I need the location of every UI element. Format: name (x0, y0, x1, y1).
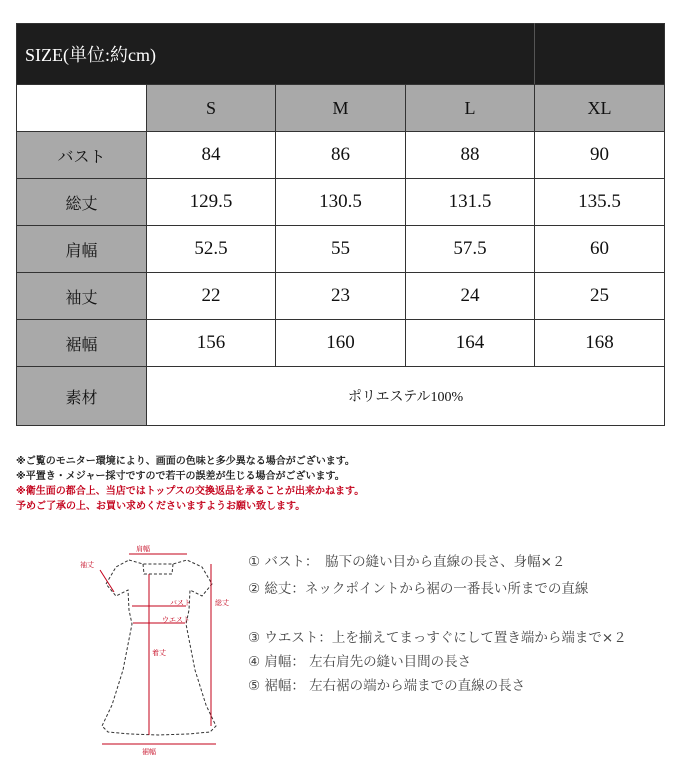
cell-value: 156 (147, 320, 276, 367)
cell-value: 57.5 (406, 226, 535, 273)
cell-value: 24 (406, 273, 535, 320)
table-row (17, 226, 665, 273)
legend-item: ④ 肩幅： 左右肩先の縫い目間の長さ (248, 654, 472, 670)
row-label: バスト (17, 132, 147, 179)
cell-value: 23 (276, 273, 406, 320)
cell-value: 22 (147, 273, 276, 320)
legend-item: ② 総丈：ネックポイントから裾の一番長い所までの直線 (248, 581, 589, 597)
size-header: XL (535, 85, 665, 132)
cell-value: 90 (535, 132, 665, 179)
warning-line: ※衛生面の都合上、当店ではトップスの交換返品を承ることが出来かねます。 (16, 486, 365, 497)
cell-value: 129.5 (147, 179, 276, 226)
cell-value: 160 (276, 320, 406, 367)
cell-value: 130.5 (276, 179, 406, 226)
cell-value: 84 (147, 132, 276, 179)
waist-label: ウエスト (162, 616, 190, 624)
table-row (17, 320, 665, 367)
hem-label: 裾幅 (142, 748, 156, 756)
table-title: SIZE(単位:約cm) (17, 24, 535, 85)
row-label: 総丈 (17, 179, 147, 226)
cell-value: 86 (276, 132, 406, 179)
neckline (143, 564, 173, 574)
cell-value: 55 (276, 226, 406, 273)
legend-item: ⑤ 裾幅： 左右裾の端から端までの直線の長さ (248, 678, 526, 694)
note-line: ※ご覧のモニター環境により、画面の色味と多少異なる場合がございます。 (16, 456, 355, 467)
legend-item: ① バスト： 脇下の縫い目から直線の長さ、身幅×２ (248, 554, 566, 570)
table-row (17, 273, 665, 320)
row-label: 肩幅 (17, 226, 147, 273)
size-header: S (147, 85, 276, 132)
cell-value: 135.5 (535, 179, 665, 226)
row-label: 裾幅 (17, 320, 147, 367)
material-label: 素材 (17, 367, 147, 426)
cell-value: 25 (535, 273, 665, 320)
material-value: ポリエステル100% (147, 367, 665, 426)
size-header: L (406, 85, 535, 132)
cell-value: 88 (406, 132, 535, 179)
center-length-label: 着丈 (152, 649, 166, 657)
material-row (17, 367, 665, 426)
shoulder-label: 肩幅 (136, 545, 150, 553)
cell-value: 164 (406, 320, 535, 367)
cell-value: 168 (535, 320, 665, 367)
corner-cell (17, 85, 147, 132)
size-table (16, 23, 665, 426)
bust-label: バスト (170, 599, 191, 607)
row-label: 袖丈 (17, 273, 147, 320)
cell-value: 131.5 (406, 179, 535, 226)
sleeve-label: 袖丈 (80, 561, 94, 569)
size-header: M (276, 85, 406, 132)
table-row (17, 179, 665, 226)
dress-diagram (78, 540, 240, 768)
length-label: 総丈 (215, 599, 229, 607)
table-row (17, 132, 665, 179)
note-line: ※平置き・メジャー採寸ですので若干の誤差が生じる場合がございます。 (16, 471, 345, 482)
cell-value: 52.5 (147, 226, 276, 273)
header-empty-cell (535, 24, 665, 85)
warning-line: 予めご了承の上、お買い求めくださいますようお願い致します。 (16, 501, 306, 512)
notes (16, 454, 664, 514)
size-columns-row (17, 85, 665, 132)
cell-value: 60 (535, 226, 665, 273)
table-header-row (17, 24, 665, 85)
legend-item: ③ ウエスト：上を揃えてまっすぐにして置き端から端まで×２ (248, 630, 627, 646)
